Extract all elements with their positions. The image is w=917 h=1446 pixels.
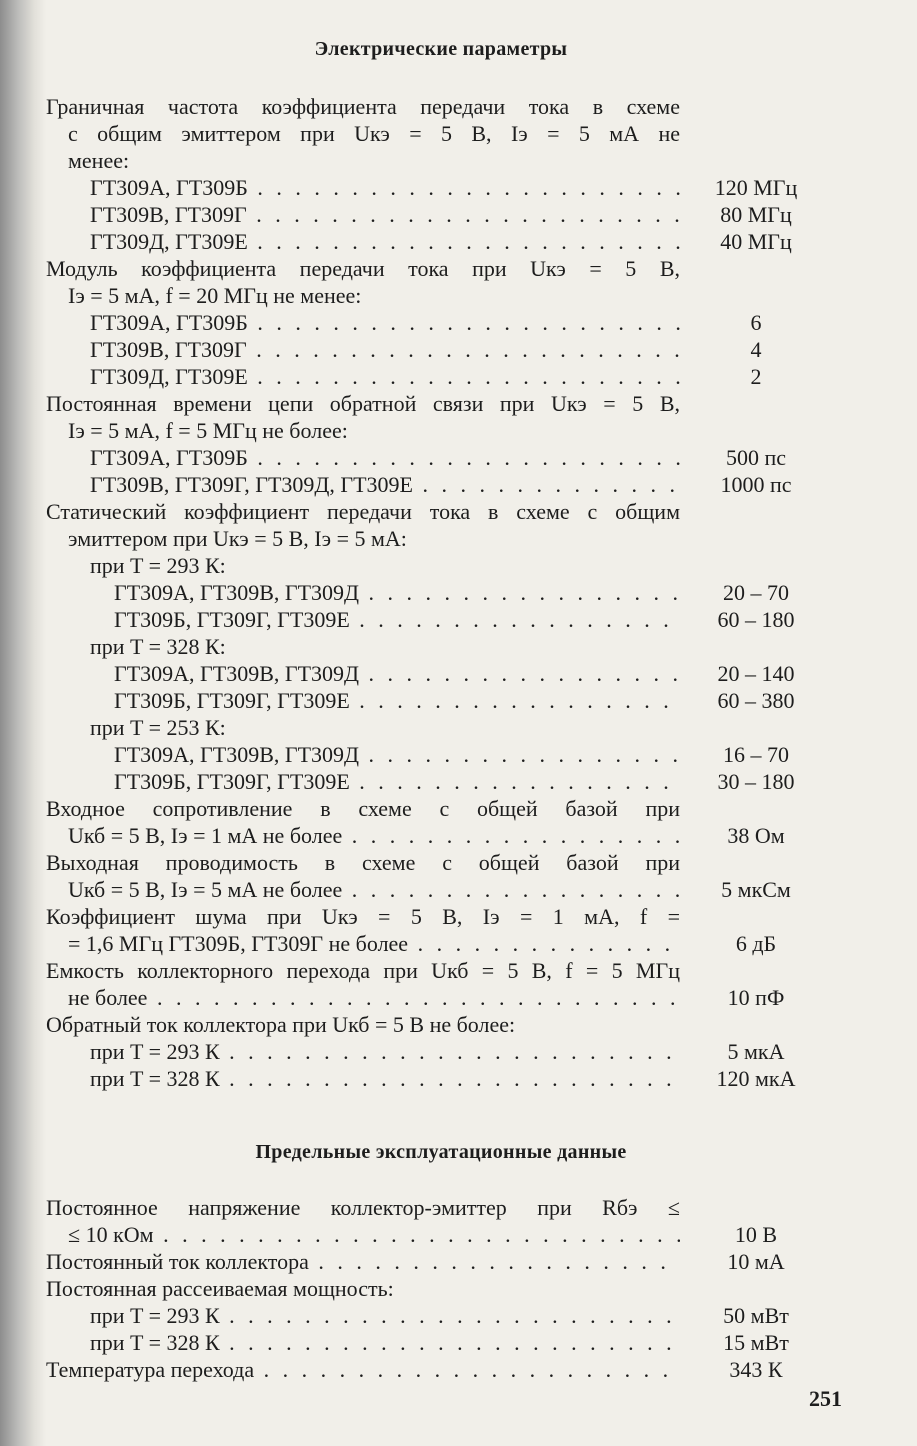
param-uce-line1: Постоянное напряжение коллектор-эмиттер при Rбэ ≤ (46, 1195, 680, 1220)
page-content (46, 0, 842, 1446)
param-noise-line2: = 1,6 МГц ГТ309Б, ГТ309Г не более . . . (68, 930, 680, 957)
param-h21e-title-line1: Статический коэффициент передачи тока в схеме с общим (46, 499, 680, 524)
value-h21e-t253-avd: 16 – 70 (723, 742, 789, 767)
param-tau-vgde: ГТ309В, ГТ309Г, ГТ309Д, ГТ309Е . . . (90, 471, 680, 498)
value-power-293: 50 мВт (723, 1303, 789, 1328)
value-h21e-t293-avd: 20 – 70 (723, 580, 789, 605)
value-h21-vg: 4 (750, 337, 762, 362)
param-h21-de: ГТ309Д, ГТ309Е . . . (90, 363, 680, 390)
heading-electrical-parameters: Электрические параметры (314, 38, 568, 60)
param-fh-ab: ГТ309А, ГТ309Б . . . (90, 174, 680, 201)
heading-limit-operating-data: Предельные эксплуатационные данные (255, 1141, 627, 1163)
param-power-title: Постоянная рассеиваемая мощность: (46, 1276, 394, 1301)
page-number: 251 (809, 1386, 842, 1411)
param-noise-line1: Коэффициент шума при Uкэ = 5 В, Iэ = 1 мА, f = (46, 904, 680, 929)
param-h21e-t328: при T = 328 К: (90, 634, 226, 659)
value-rin: 38 Ом (727, 823, 785, 848)
param-ic: Постоянный ток коллектора . . . (46, 1248, 680, 1275)
value-fh-ab: 120 МГц (714, 175, 798, 200)
value-h21-de: 2 (750, 364, 762, 389)
param-uce-line2: ≤ 10 кОм . . . (68, 1221, 680, 1248)
value-noise: 6 дБ (735, 931, 777, 956)
param-fh-title-line3: менее: (68, 148, 130, 173)
param-h21e-t328-avd: ГТ309А, ГТ309В, ГТ309Д . . . (114, 660, 680, 687)
param-rin-line2: Uкб = 5 В, Iэ = 1 мА не более . . . (68, 822, 680, 849)
param-ico-293: при T = 293 К . . . (90, 1038, 680, 1065)
param-fh-title-line1: Граничная частота коэффициента передачи тока в схеме (46, 94, 680, 119)
value-tau-vgde: 1000 пс (720, 472, 792, 497)
param-ico-title: Обратный ток коллектора при Uкб = 5 В не более: (46, 1012, 516, 1037)
param-h21-ab: ГТ309А, ГТ309Б . . . (90, 309, 680, 336)
param-cap-line1: Емкость коллекторного перехода при Uкб = 5 В, f = 5 МГц (46, 958, 680, 983)
value-h21e-t253-bge: 30 – 180 (717, 769, 795, 794)
param-h21-title-line2: Iэ = 5 мА, f = 20 МГц не менее: (68, 283, 362, 308)
param-ico-328: при T = 328 К . . . (90, 1065, 680, 1092)
param-power-328: при T = 328 К . . . (90, 1329, 680, 1356)
value-fh-de: 40 МГц (720, 229, 792, 254)
param-rin-line1: Входное сопротивление в схеме с общей базой при (46, 796, 680, 821)
value-h21e-t293-bge: 60 – 180 (717, 607, 795, 632)
value-h21e-t328-bge: 60 – 380 (717, 688, 795, 713)
param-h21e-t328-bge: ГТ309Б, ГТ309Г, ГТ309Е . . . (114, 687, 680, 714)
param-fh-vg: ГТ309В, ГТ309Г . . . (90, 201, 680, 228)
value-tau-ab: 500 пс (725, 445, 787, 470)
param-junction-temperature: Температура перехода . . . (46, 1356, 680, 1383)
value-ico-328: 120 мкА (716, 1066, 796, 1091)
value-fh-vg: 80 МГц (720, 202, 792, 227)
param-h21e-t293-bge: ГТ309Б, ГТ309Г, ГТ309Е . . . (114, 606, 680, 633)
param-h21-vg: ГТ309В, ГТ309Г . . . (90, 336, 680, 363)
param-fh-de: ГТ309Д, ГТ309Е . . . (90, 228, 680, 255)
param-h21e-t293: при T = 293 К: (90, 553, 226, 578)
value-power-328: 15 мВт (723, 1330, 789, 1355)
value-h21-ab: 6 (750, 310, 762, 335)
value-uce: 10 В (734, 1222, 778, 1247)
value-gout: 5 мкСм (721, 877, 791, 902)
param-fh-title-line2: с общим эмиттером при Uкэ = 5 В, Iэ = 5 мА не (68, 121, 680, 146)
param-h21e-t253-avd: ГТ309А, ГТ309В, ГТ309Д . . . (114, 741, 680, 768)
page-binding-shadow (0, 0, 46, 1446)
param-h21-title-line1: Модуль коэффициента передачи тока при Uкэ = 5 В, (46, 256, 680, 281)
param-h21e-title-line2: эмиттером при Uкэ = 5 В, Iэ = 5 мА: (68, 526, 407, 551)
value-ic: 10 мА (727, 1249, 785, 1274)
param-tau-title-line1: Постоянная времени цепи обратной связи при Uкэ = 5 В, (46, 391, 680, 416)
param-tau-ab: ГТ309А, ГТ309Б . . . (90, 444, 680, 471)
param-cap-line2: не более . . . (68, 984, 680, 1011)
value-cap: 10 пФ (727, 985, 785, 1010)
param-tau-title-line2: Iэ = 5 мА, f = 5 МГц не более: (68, 418, 348, 443)
value-h21e-t328-avd: 20 – 140 (717, 661, 795, 686)
param-gout-line2: Uкб = 5 В, Iэ = 5 мА не более . . . (68, 876, 680, 903)
param-h21e-t253-bge: ГТ309Б, ГТ309Г, ГТ309Е . . . (114, 768, 680, 795)
value-ico-293: 5 мкА (727, 1039, 785, 1064)
param-power-293: при T = 293 К . . . (90, 1302, 680, 1329)
param-h21e-t293-avd: ГТ309А, ГТ309В, ГТ309Д . . . (114, 579, 680, 606)
value-junction-temperature: 343 К (729, 1357, 783, 1382)
param-h21e-t253: при T = 253 К: (90, 715, 226, 740)
param-gout-line1: Выходная проводимость в схеме с общей базой при (46, 850, 680, 875)
